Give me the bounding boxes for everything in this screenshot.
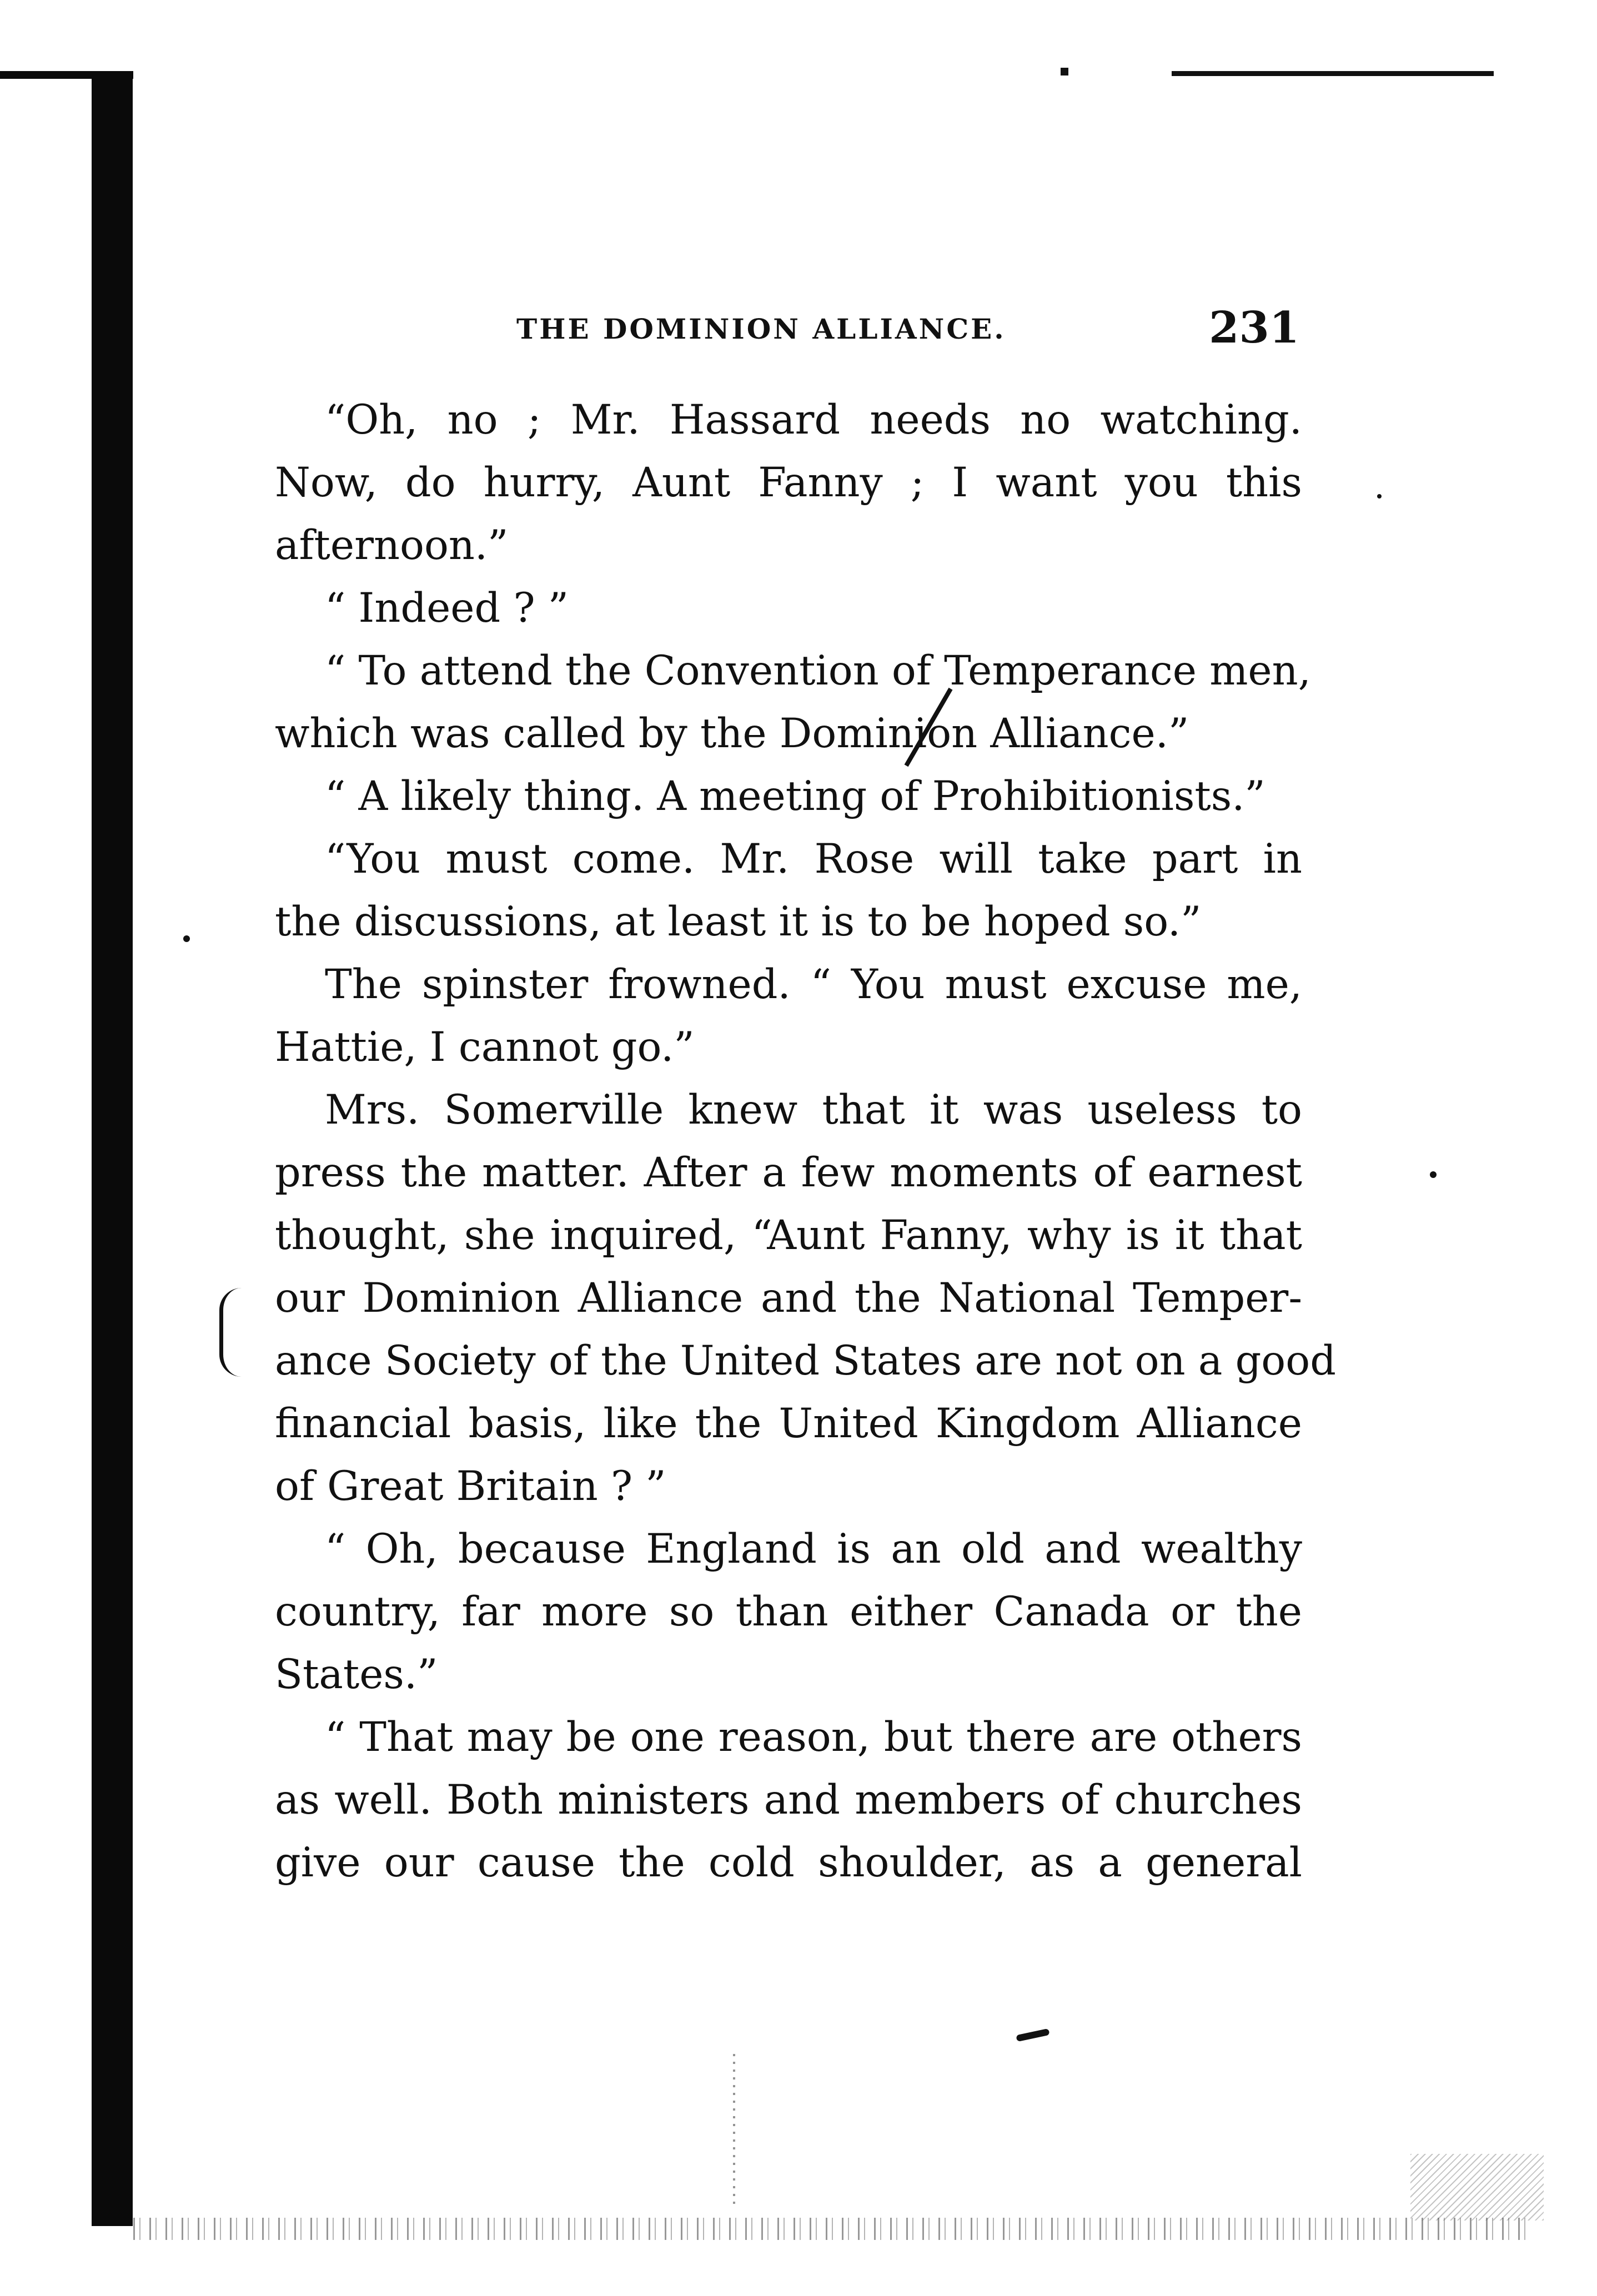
page-number: 231 [1209,303,1299,353]
text-line: “ That may be one reason, but there are others [325,1714,1302,1761]
text-line: the discussions, at least it is to be hoped so.” [275,898,1202,945]
scan-dotted-streak [733,2054,735,2204]
text-line: “You must come. Mr. Rose will take part in [325,835,1302,883]
text-line: Now, do hurry, Aunt Fanny ; I want you this [275,459,1302,506]
text-line: as well. Both ministers and members of churches [275,1776,1302,1824]
text-line: afternoon.” [275,522,509,569]
text-line: which was called by the Dominion Alliance.” [275,710,1189,757]
text-line: “Oh, no ; Mr. Hassard needs no watching. [325,396,1302,444]
text-line: country, far more so than either Canada or the [275,1588,1302,1635]
page-header [516,303,1299,358]
text-line: “ Oh, because England is an old and wealthy [325,1525,1302,1573]
text-line: “ Indeed ? ” [325,585,569,632]
text-line: ance Society of the United States are not on a good [275,1337,1336,1384]
scan-corner-noise [1410,2154,1544,2221]
margin-speck [1430,1171,1437,1178]
text-line: give our cause the cold shoulder, as a general [275,1839,1302,1886]
pencil-dash-mark [1016,2028,1049,2042]
scan-speck [1061,68,1068,75]
body-text [275,389,1336,1894]
text-line: “ To attend the Convention of Temperance men, [325,647,1311,694]
text-line: thought, she inquired, “Aunt Fanny, why is it that [275,1212,1302,1259]
margin-speck [1377,494,1382,499]
text-line: press the matter. After a few moments of earnest [275,1149,1302,1196]
text-line: Hattie, I cannot go.” [275,1024,695,1071]
text-line: The spinster frowned. “ You must excuse me, [325,961,1302,1008]
text-line: Mrs. Somerville knew that it was useless to [325,1086,1302,1134]
scan-bottom-noise [133,2218,1533,2240]
text-line: “ A likely thing. A meeting of Prohibitionists.” [325,773,1265,820]
text-line: our Dominion Alliance and the National Temper- [275,1275,1302,1322]
text-line: financial basis, like the United Kingdom Alliance [275,1400,1302,1447]
margin-speck [183,935,190,942]
text-line: States.” [275,1651,438,1698]
pencil-bracket-mark [219,1288,245,1377]
text-line: of Great Britain ? ” [275,1463,666,1510]
running-title: THE DOMINION ALLIANCE. [516,313,1006,345]
scan-edge-bar [92,72,133,2226]
scan-top-rule [1172,71,1494,76]
